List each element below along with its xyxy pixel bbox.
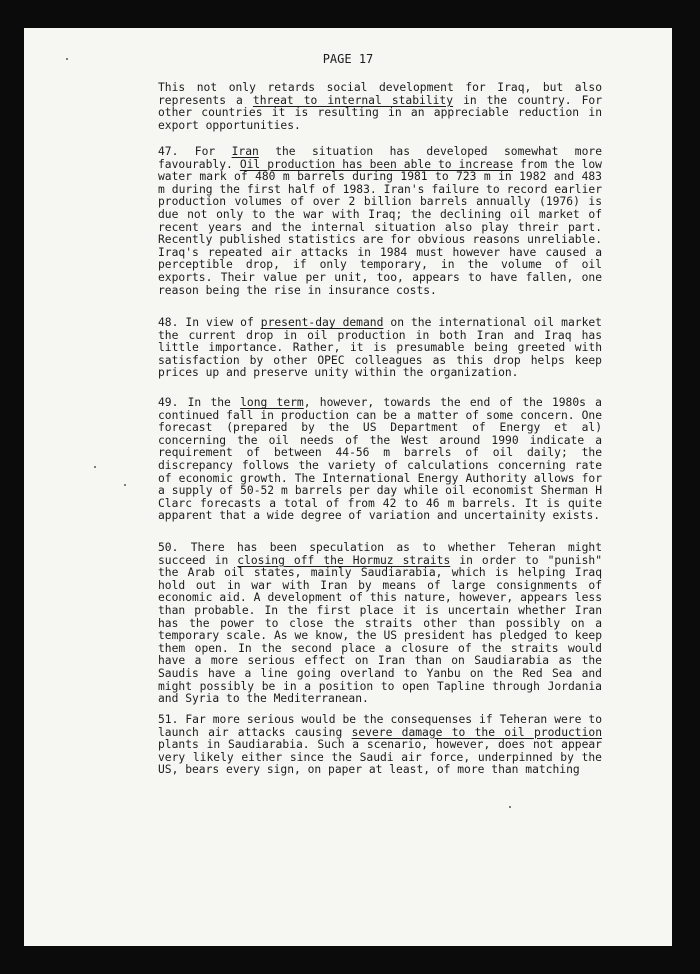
text-run: 49. In the: [158, 396, 241, 409]
paragraph-47: [158, 146, 602, 297]
paper-speck: [94, 466, 96, 468]
text-run: , however, towards the end of the 1980s a continued fall in production can be a matter of some concern. One forecast (prepared by the US Department of Energy et al) concerning the oil needs of the West around 1990 indicate a requirement of between 44-56 m barrels of oil daily; the discrepancy follows the variety of calculations concerning rate of economic growth. The International Energy Authority allows for a supply of 50-52 m barrels per day while oil economist Sherman H Clarc forecasts a total of from 42 to 46 m barrels. It is quite apparent that a wide degree of variation and uncertainity exists.: [158, 396, 602, 523]
paragraph-intro: [158, 82, 602, 132]
underlined-phrase: long term: [240, 396, 304, 409]
paper-speck: [509, 806, 511, 808]
paragraph-50: [158, 542, 602, 706]
paragraph-49: [158, 397, 602, 523]
underlined-phrase: closing off the Hormuz straits: [237, 553, 451, 567]
paragraph-48: [158, 317, 602, 380]
text-run: from the low water mark of 480 m barrels during 1981 to 723 m in 1982 and 483 m during the first half of 1983. Iran's failure to record earlier production volumes of over 2 billion barrels annually (1976) is due not only to the war with Iraq; the declining oil market of recent years and the internal situation also play threir part. Recently published statistics are for obvious reasons unreliable. Iraq's repeated air attacks in 1984 must however have caused a perceptible drop, if only temporary, in the volume of oil exports. Their value per unit, too, appears to have fallen, one reason being the rise in insurance costs.: [158, 157, 602, 297]
text-run: in order to "punish" the Arab oil states, mainly Saudiarabia, which is helping Iraq hold out in war with Iran by means of large consignments of economic aid. A development of this nature, however, appears less than probable. In the first place it is uncertain whether Iran has the power to close the straits other than possibly on a temporary scale. As we know, the US president has pledged to keep them open. In the second place a closure of the straits would have a more serious effect on Iran than on Saudiarabia as the Saudis have a line going overland to Yanbu on the Red Sea and might possibly be in a position to open Tapline through Jordania and Syria to the Mediterranean.: [158, 553, 602, 706]
text-run: 47. For: [158, 145, 232, 158]
text-run: This not only retards social development for Iraq, but also represents a: [158, 81, 602, 107]
text-run: 50. There has been speculation as to whether Teheran might succeed in: [158, 541, 602, 567]
text-run: the situation has developed somewhat more favourably.: [158, 145, 602, 171]
text-run: plants in Saudiarabia. Such a scenario, however, does not appear very likely either since the Saudi air force, underpinned by the US, bears every sign, on paper at least, of more than matching: [158, 738, 602, 777]
paragraph-51: [158, 714, 602, 777]
paper-speck: [66, 58, 68, 60]
document-page: [24, 28, 672, 946]
text-run: on the international oil market the current drop in oil production in both Iran and Iraq has little importance. Rather, it is presumable being greeted with satisfaction by other OPEC colleagues as this drop helps keep prices up and preserve unity within the organization.: [158, 316, 602, 380]
text-run: 51. Far more serious would be the consequenses if Teheran were to launch air attacks causing: [158, 713, 602, 739]
underlined-phrase: Oil production has been able to increase: [239, 157, 513, 171]
underlined-phrase: threat to internal stability: [252, 93, 454, 107]
underlined-phrase: severe damage to the oil production: [351, 725, 603, 739]
text-run: in the country. For other countries it is resulting in an appreciable reduction in export opportunities.: [158, 93, 602, 132]
page-number: PAGE 17: [322, 52, 374, 66]
underlined-phrase: Iran: [231, 145, 259, 158]
text-run: 48. In view of: [158, 316, 261, 329]
paper-speck: [124, 484, 126, 486]
underlined-phrase: present-day demand: [260, 316, 384, 329]
